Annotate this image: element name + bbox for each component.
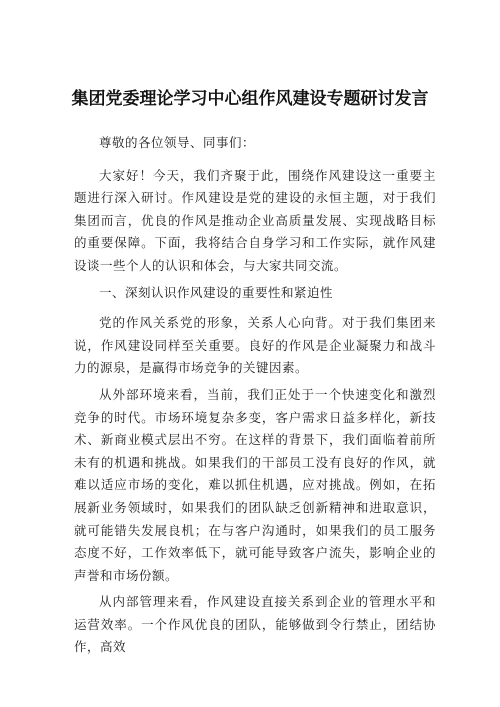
document-title: 集团党委理论学习中心组作风建设专题研讨发言 xyxy=(71,89,429,109)
section-heading-1: 一、深刻认识作风建设的重要性和紧迫性 xyxy=(99,284,334,300)
greeting: 尊敬的各位领导、同事们： xyxy=(99,135,256,150)
paragraph-internal-management: 从内部管理来看，作风建设直接关系到企业的管理水平和运营效率。一个作风优良的团队，能够做到令行禁止，团结协作，高效 xyxy=(74,594,436,655)
paragraph-opening: 大家好！今天，我们齐聚于此，围绕作风建设这一重要主题进行深入研讨。作风建设是党的建设的永恒主题，对于我们集团而言，优良的作风是推动企业高质量发展、实现战略目标的重要保障。下面，我将结合自身学习和工作实际，就作风建设谈一些个人的认识和体会，与大家共同交流。 xyxy=(74,167,436,273)
paragraph-importance: 党的作风关系党的形象，关系人心向背。对于我们集团来说，作风建设同样至关重要。良好的作风是企业凝聚力和战斗力的源泉，是赢得市场竞争的关键因素。 xyxy=(74,315,436,376)
paragraph-external-environment: 从外部环境来看，当前，我们正处于一个快速变化和激烈竞争的时代。市场环境复杂多变，客户需求日益多样化，新技术、新商业模式层出不穷。在这样的背景下，我们面临着前所未有的机遇和挑战。如果我们的干部员工没有良好的作风，就难以适应市场的变化，难以抓住机遇，应对挑战。例如，在拓展新业务领域时，如果我们的团队缺乏创新精神和进取意识，就可能错失发展良机；在与客户沟通时，如果我们的员工服务态度不好，工作效率低下，就可能导致客户流失，影响企业的声誉和市场份额。 xyxy=(74,386,436,583)
document-body xyxy=(74,132,436,663)
